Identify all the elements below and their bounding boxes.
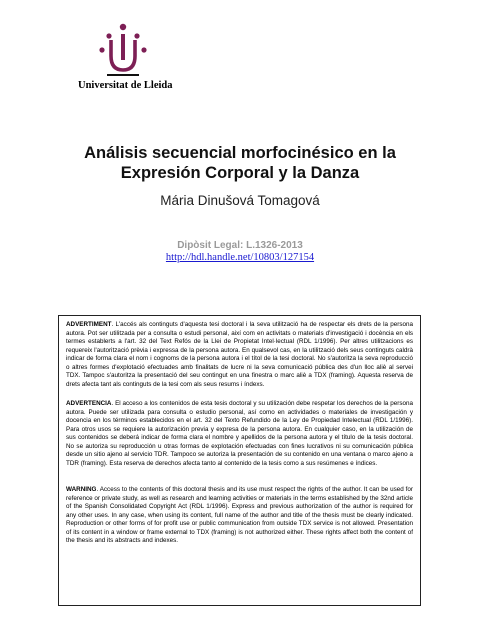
university-emblem-icon bbox=[91, 22, 155, 78]
legal-deposit: Dipòsit Legal: L.1326-2013 bbox=[177, 240, 303, 251]
rights-notice-box bbox=[58, 315, 421, 606]
university-name: Universitat de Lleida bbox=[78, 80, 173, 91]
notice-label: ADVERTENCIA bbox=[66, 400, 112, 407]
notice-spanish bbox=[66, 400, 413, 468]
notice-label: ADVERTIMENT bbox=[66, 321, 112, 328]
notice-catalan bbox=[66, 321, 413, 389]
thesis-title-line-2: Expresión Corporal y la Danza bbox=[120, 164, 360, 182]
notice-english bbox=[66, 486, 413, 546]
thesis-author: Mária Dinušová Tomagová bbox=[160, 193, 320, 208]
university-logo bbox=[78, 22, 173, 91]
notice-text: . El acceso a los contenidos de esta tesis doctoral y su utilización debe respetar los derechos de la persona autora. Puede ser utilizada para consulta o estudio personal, así como en actividades o materiales de investigación y docencia en los términos establecidos en el art. 32 del Texto Refundido de la Ley de Propiedad Intelectual (RDL 1/1996). Para otros usos se requiere la autorización previa y expresa de la persona autora. En cualquier caso, en la utilización de sus contenidos se deberá indicar de forma clara el nombre y apellidos de la persona autora y el título de la tesis doctoral. No se autoriza su reproducción u otras formas de explotación efectuadas con fines lucrativos ni su comunicación pública desde un sitio ajeno al servicio TDR. Tampoco se autoriza la presentación de su contenido en una ventana o marco ajeno a TDR (framing). Esta reserva de derechos afecta tanto al contenido de la tesis como a sus resúmenes e índices. bbox=[66, 400, 413, 467]
thesis-title-line-1: Análisis secuencial morfocinésico en la bbox=[84, 144, 396, 162]
notice-label: WARNING bbox=[66, 486, 97, 493]
handle-link[interactable]: http://hdl.handle.net/10803/127154 bbox=[165, 252, 315, 263]
thesis-title bbox=[0, 143, 480, 183]
notice-text: . L'accés als continguts d'aquesta tesi doctoral i la seva utilització ha de respectar els drets de la persona autora. Pot ser utilitzada per a consulta o estudi personal, així com en activitats o materials d'investigació i docència en els termes establerts a l'art. 32 del Text Refós de la Llei de Propietat Intel·lectual (RDL 1/1996). Per altres utilitzacions es requereix l'autorització prèvia i expressa de la persona autora. En qualsevol cas, en la utilització dels seus continguts caldrà indicar de forma clara el nom i cognoms de la persona autora i el títol de la tesi doctoral. No s'autoritza la seva reproducció o altres formes d'explotació efectuades amb finalitats de lucre ni la seva comunicació pública des d'un lloc aliè al servei TDX. Tampoc s'autoritza la presentació del seu contingut en una finestra o marc aliè a TDX (framing). Aquesta reserva de drets afecta tant als continguts de la tesi com als seus resums i índexs. bbox=[66, 321, 413, 388]
notice-text: . Access to the contents of this doctoral thesis and its use must respect the rights of the author. It can be used for reference or private study, as well as research and learning activities or materials in the terms established by the 32nd article of the Spanish Consolidated Copyright Act (RDL 1/1996). Express and previous authorization of the author is required for any other uses. In any case, when using its content, full name of the author and title of the thesis must be clearly indicated. Reproduction or other forms of for profit use or public communication from outside TDX service is not allowed. Presentation of its content in a window or frame external to TDX (framing) is not authorized either. These rights affect both the content of the thesis and its abstracts and indexes. bbox=[66, 486, 413, 544]
